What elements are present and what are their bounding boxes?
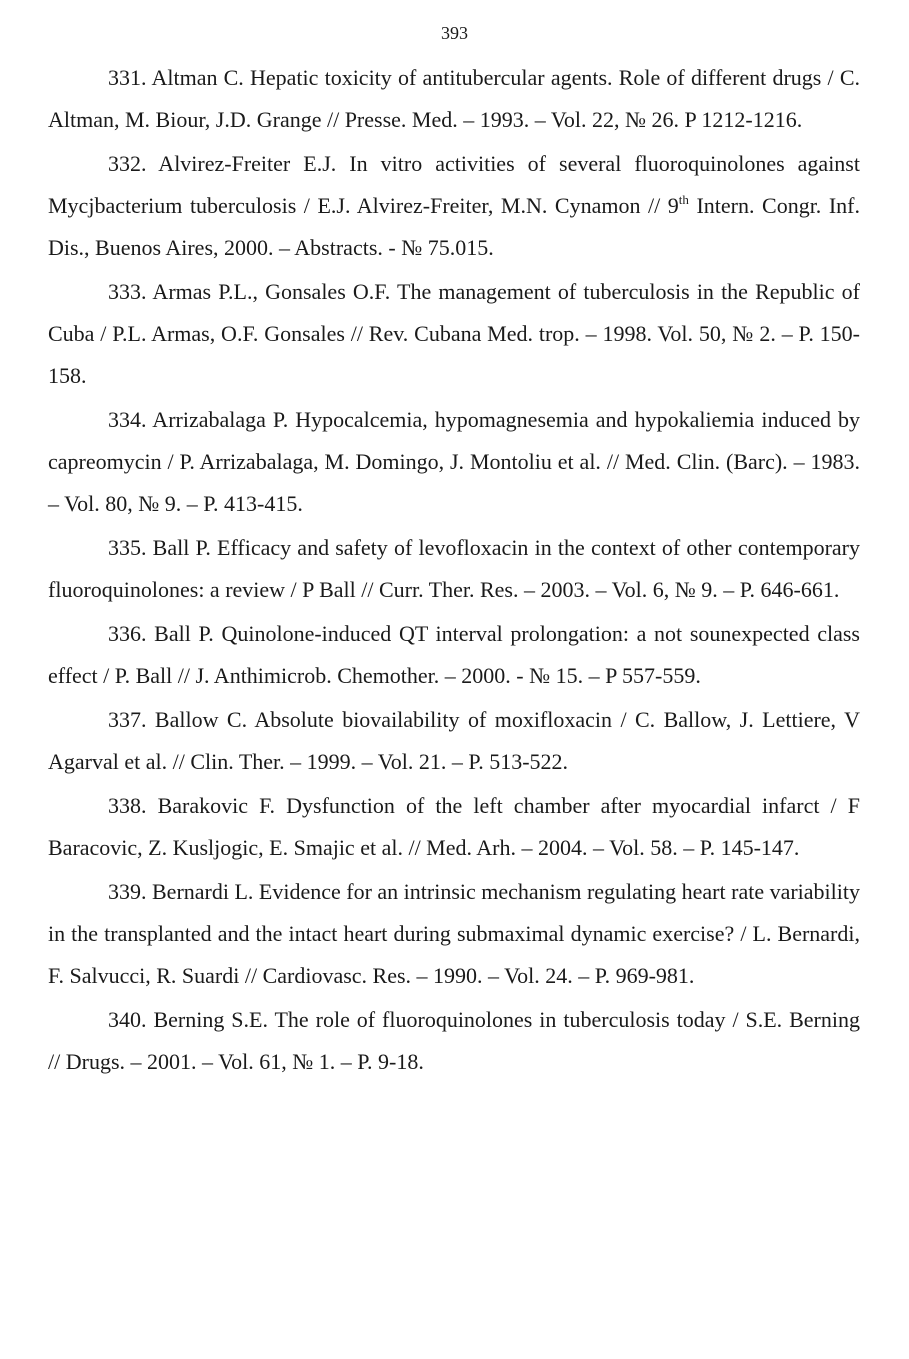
reference-text: 335. Ball P. Efficacy and safety of levofloxacin in the context of other contemporary fluoroquinolones: a review / P Ball // Curr. Ther. Res. – 2003. – Vol. 6, № 9. – P. 646-661. <box>48 535 860 602</box>
reference-text: 340. Berning S.E. The role of fluoroquinolones in tuberculosis today / S.E. Berning // Drugs. – 2001. – Vol. 61, № 1. – P. 9-18. <box>48 1007 860 1074</box>
reference-text: 334. Arrizabalaga P. Hypocalcemia, hypomagnesemia and hypokaliemia induced by capreomycin / P. Arrizabalaga, M. Domingo, J. Montoliu et al. // Med. Clin. (Barc). – 1983. – Vol. 80, № 9. – P. 413-415. <box>48 407 860 516</box>
reference-339 <box>48 871 860 997</box>
reference-text: 336. Ball P. Quinolone-induced QT interval prolongation: a not sounexpected class effect / P. Ball // J. Anthimicrob. Chemother. – 2000. - № 15. – P 557-559. <box>48 621 860 688</box>
reference-332 <box>48 143 860 269</box>
reference-text: 332. Alvirez-Freiter E.J. In vitro activities of several fluoroquinolones against Mycjbacterium tuberculosis / E.J. Alvirez-Freiter, M.N. Cynamon // 9 <box>48 151 860 218</box>
reference-337 <box>48 699 860 783</box>
reference-text: 337. Ballow C. Absolute biovailability of moxifloxacin / C. Ballow, J. Lettiere, V Agarval et al. // Clin. Ther. – 1999. – Vol. 21. – P. 513-522. <box>48 707 860 774</box>
reference-331 <box>48 57 860 141</box>
reference-338 <box>48 785 860 869</box>
reference-text: 338. Barakovic F. Dysfunction of the left chamber after myocardial infarct / F Baracovic, Z. Kusljogic, E. Smajic et al. // Med. Arh. – 2004. – Vol. 58. – P. 145-147. <box>48 793 860 860</box>
reference-text: 331. Altman C. Hepatic toxicity of antitubercular agents. Role of different drugs / C. Altman, M. Biour, J.D. Grange // Presse. Med. – 1993. – Vol. 22, № 26. P 1212-1216. <box>48 65 860 132</box>
reference-list <box>48 57 860 1085</box>
reference-335 <box>48 527 860 611</box>
page-number: 393 <box>441 23 468 43</box>
reference-334 <box>48 399 860 525</box>
reference-text-tail: Intern. Congr. Inf. Dis., Buenos Aires, 2000. – Abstracts. - № 75.015. <box>48 193 860 260</box>
reference-text: 339. Bernardi L. Evidence for an intrinsic mechanism regulating heart rate variability in the transplanted and the intact heart during submaximal dynamic exercise? / L. Bernardi, F. Salvucci, R. Suardi // Cardiovasc. Res. – 1990. – Vol. 24. – P. 969-981. <box>48 879 861 988</box>
superscript-ordinal: th <box>678 192 689 207</box>
reference-333 <box>48 271 860 397</box>
reference-340 <box>48 999 860 1083</box>
reference-336 <box>48 613 860 697</box>
reference-text: 333. Armas P.L., Gonsales O.F. The management of tuberculosis in the Republic of Cuba / P.L. Armas, O.F. Gonsales // Rev. Cubana Med. trop. – 1998. Vol. 50, № 2. – P. 150-158. <box>48 279 860 388</box>
